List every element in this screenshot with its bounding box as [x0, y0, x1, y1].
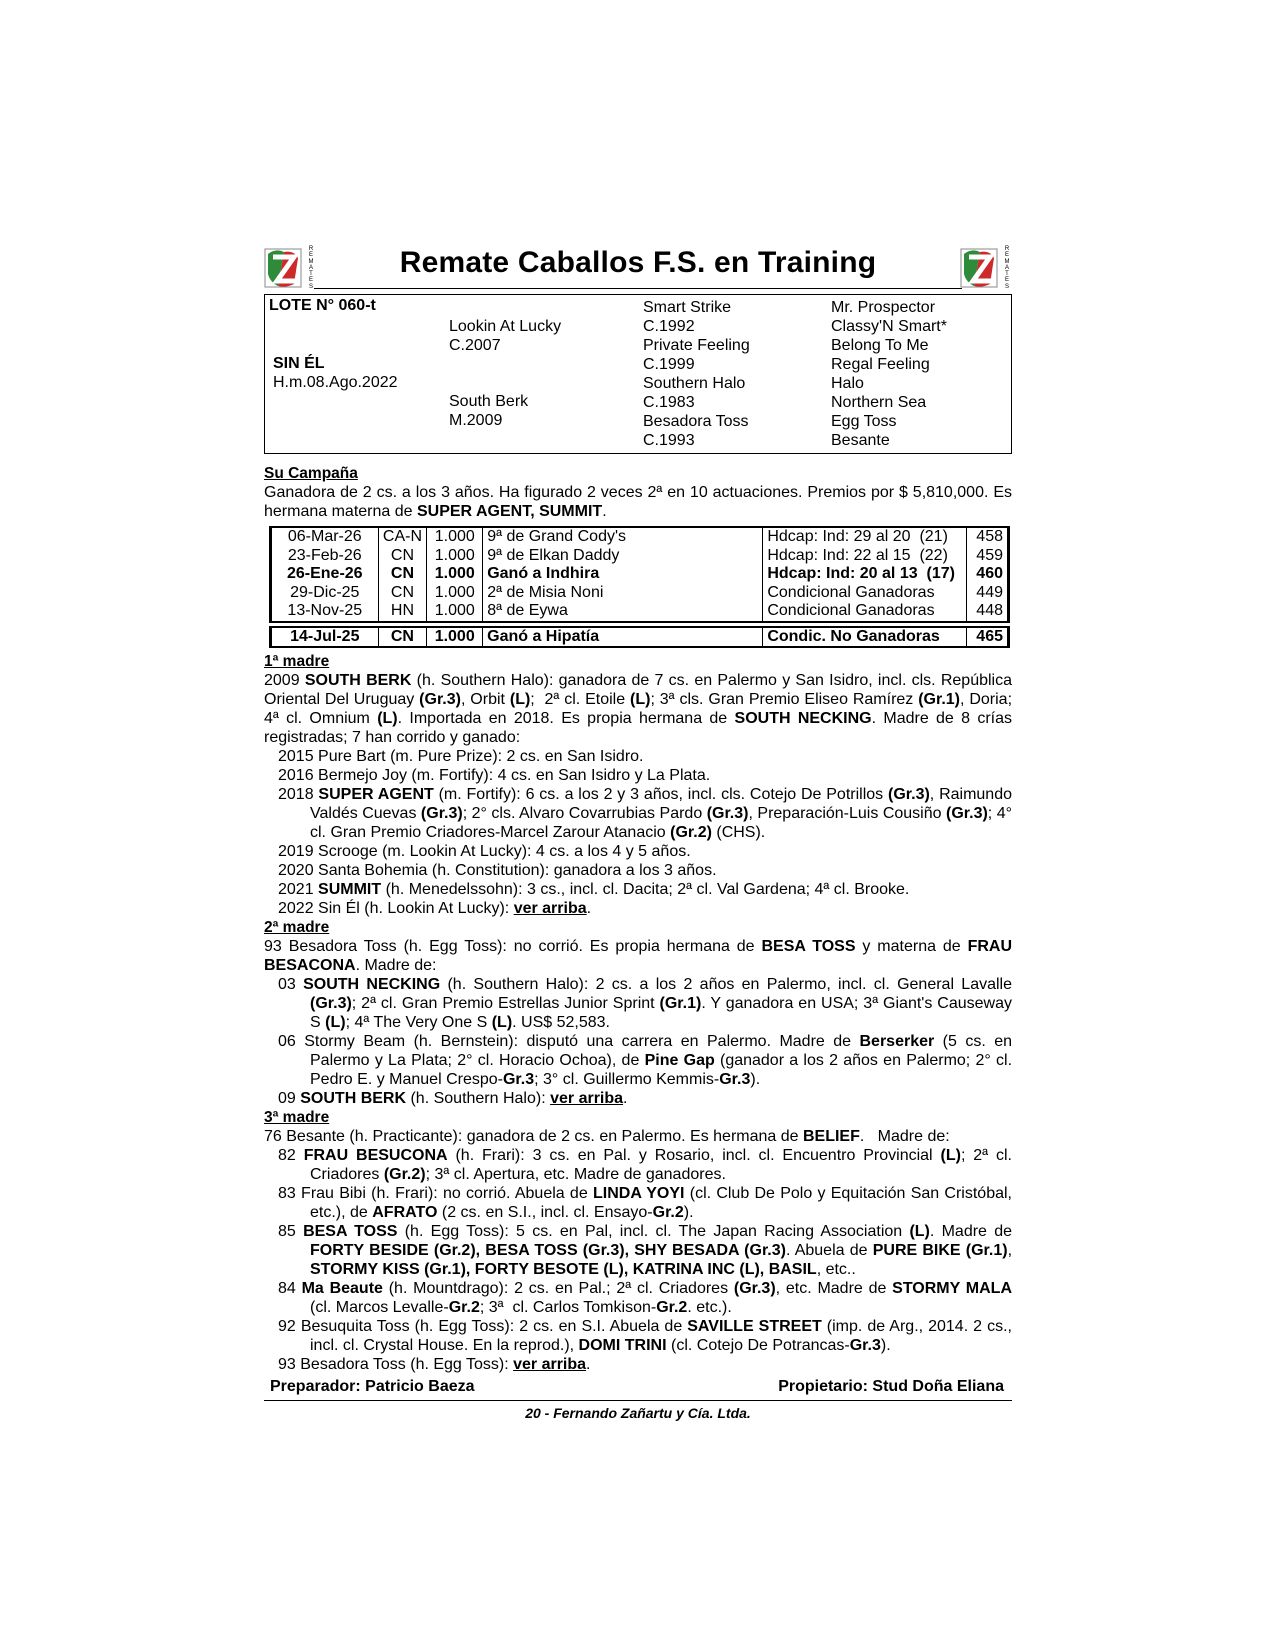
offspring-entry: 93 Besadora Toss (h. Egg Toss): ver arriba.	[278, 1356, 591, 1373]
preparador: Preparador: Patricio Baeza	[270, 1378, 475, 1395]
race-condition: Condic. No Ganadoras	[763, 628, 967, 647]
race-condition: Hdcap: Ind: 20 al 13 (17)	[763, 565, 967, 584]
offspring-entry: 09 SOUTH BERK (h. Southern Halo): ver arriba.	[278, 1090, 628, 1107]
race-result: Ganó a Hipatía	[483, 628, 763, 647]
gen3-entry: Halo	[831, 375, 864, 392]
race-result: 2ª de Misia Noni	[483, 584, 763, 603]
race-table-grid	[271, 528, 1008, 621]
race-number: 459	[967, 547, 1008, 566]
gen2-entry: C.1992	[643, 318, 695, 335]
logo-vertical-text: R E M A T E S	[308, 246, 314, 290]
offspring-entry: 03 SOUTH NECKING (h. Southern Halo): 2 cs. a los 2 años en Palermo, incl. cl. General Lavalle (Gr.3); 2ª cl. Gran Premio Estrellas Junior Sprint (Gr.1). Y ganadora en USA; 3ª Giant's Causeway S (L); 4ª The Very One S (L). US$ 52,583.	[278, 976, 1012, 1031]
propietario: Propietario: Stud Doña Eliana	[778, 1378, 1004, 1395]
race-date: 14-Jul-25	[272, 628, 379, 647]
madre1-section	[264, 652, 1012, 918]
offspring-entry: 85 BESA TOSS (h. Egg Toss): 5 cs. en Pal, incl. cl. The Japan Racing Association (L). Madre de FORTY BESIDE (Gr.2), BESA TOSS (Gr.3), SHY BESADA (Gr.3). Abuela de PURE BIKE (Gr.1), STORMY KISS (Gr.1), FORTY BESOTE (L), KATRINA INC (L), BASIL, etc..	[278, 1223, 1013, 1278]
race-table-last-grid	[271, 628, 1008, 647]
race-result: 9ª de Elkan Daddy	[483, 547, 763, 566]
gen3-entry: Classy'N Smart*	[831, 318, 947, 335]
madre2-offspring-list	[264, 975, 1012, 1108]
horse-info: H.m.08.Ago.2022	[273, 374, 398, 391]
race-track: CN	[378, 547, 427, 566]
race-distance: 1.000	[427, 584, 483, 603]
offspring-entry: 82 FRAU BESUCONA (h. Frari): 3 cs. en Pal. y Rosario, incl. cl. Encuentro Provincial (L); 2ª cl. Criadores (Gr.2); 3ª cl. Apertura, etc. Madre de ganadores.	[278, 1147, 1012, 1183]
gen2-entry: C.1993	[643, 432, 695, 449]
campaign-summary	[264, 483, 1012, 521]
campaign-section	[264, 464, 1012, 648]
offspring-entry: 2020 Santa Bohemia (h. Constitution): ganadora a los 3 años.	[278, 862, 717, 879]
race-distance: 1.000	[427, 628, 483, 647]
campaign-heading: Su Campaña	[264, 465, 358, 482]
race-date: 29-Dic-25	[272, 584, 379, 603]
logo-vertical-text: R E M A T E S	[1004, 246, 1010, 290]
race-distance: 1.000	[427, 528, 483, 547]
offspring-entry: 06 Stormy Beam (h. Bernstein): disputó una carrera en Palermo. Madre de Berserker (5 cs. en Palermo y La Plata; 2° cl. Horacio Ochoa), de Pine Gap (ganador a los 2 años en Palermo; 2° cl. Pedro E. y Manuel Crespo-Gr.3; 3° cl. Guillermo Kemmis-Gr.3).	[278, 1033, 1013, 1088]
remates-logo-right	[960, 246, 1012, 290]
race-row	[272, 528, 1008, 547]
race-row	[272, 628, 1008, 647]
race-track: CN	[378, 628, 427, 647]
sire-info: C.2007	[449, 337, 501, 354]
offspring-entry: 2021 SUMMIT (h. Menedelssohn): 3 cs., incl. cl. Dacita; 2ª cl. Val Gardena; 4ª cl. Brooke.	[278, 881, 910, 898]
logo-emblem	[960, 246, 998, 290]
madre1-heading: 1ª madre	[264, 653, 330, 670]
gen3-entry: Egg Toss	[831, 413, 897, 430]
offspring-entry: 84 Ma Beaute (h. Mountdrago): 2 cs. en Pal.; 2ª cl. Criadores (Gr.3), etc. Madre de STORMY MALA (cl. Marcos Levalle-Gr.2; 3ª cl. Carlos Tomkison-Gr.2. etc.).	[278, 1280, 1012, 1316]
race-table-last	[269, 626, 1010, 649]
gen2-entry: C.1983	[643, 394, 695, 411]
footer-rule	[264, 1400, 1012, 1401]
race-number: 449	[967, 584, 1008, 603]
offspring-entry: 2015 Pure Bart (m. Pure Prize): 2 cs. en San Isidro.	[278, 748, 644, 765]
offspring-entry: 92 Besuquita Toss (h. Egg Toss): 2 cs. en S.I. Abuela de SAVILLE STREET (imp. de Arg., 2014. 2 cs., incl. cl. Crystal House. En la reprod.), DOMI TRINI (cl. Cotejo De Potrancas-Gr.3).	[278, 1318, 1012, 1354]
race-number: 458	[967, 528, 1008, 547]
campaign-siblings: SUPER AGENT, SUMMIT	[416, 503, 603, 520]
sire-name: Lookin At Lucky	[449, 318, 562, 335]
catalog-page	[264, 244, 1012, 1421]
gen3-entry: Northern Sea	[831, 394, 927, 411]
race-date: 23-Feb-26	[272, 547, 379, 566]
title-underline	[314, 288, 962, 289]
page-title: Remate Caballos F.S. en Training	[399, 246, 877, 279]
gen3-entry: Mr. Prospector	[831, 299, 936, 316]
race-number: 460	[967, 565, 1008, 584]
race-row	[272, 565, 1008, 584]
madre1-offspring-list	[264, 747, 1012, 918]
remates-logo-left	[264, 246, 316, 290]
race-result: 8ª de Eywa	[483, 602, 763, 621]
race-track: CN	[378, 584, 427, 603]
race-distance: 1.000	[427, 547, 483, 566]
gen3-entry: Belong To Me	[831, 337, 929, 354]
lote-number: LOTE N° 060-t	[269, 297, 376, 314]
race-condition: Condicional Ganadoras	[763, 602, 967, 621]
race-condition: Hdcap: Ind: 29 al 20 (21)	[763, 528, 967, 547]
campaign-text: Ganadora de 2 cs. a los 3 años. Ha figurado 2 veces 2ª en 10 actuaciones. Premios por $ 5,810,000. Es hermana materna de	[264, 484, 1012, 520]
race-date: 26-Ene-26	[272, 565, 379, 584]
footer-credits	[264, 1374, 1012, 1396]
race-track: CN	[378, 565, 427, 584]
gen2-entry: Smart Strike	[643, 299, 732, 316]
race-condition: Condicional Ganadoras	[763, 584, 967, 603]
horse-name: SIN ÉL	[273, 355, 325, 372]
race-track: CA-N	[378, 528, 427, 547]
gen3-entry: Besante	[831, 432, 890, 449]
offspring-entry: 83 Frau Bibi (h. Frari): no corrió. Abuela de LINDA YOYI (cl. Club De Polo y Equitación San Cristóbal, etc.), de AFRATO (2 cs. en S.I., incl. cl. Ensayo-Gr.2).	[278, 1185, 1012, 1221]
gen2-entry: Southern Halo	[643, 375, 746, 392]
race-number: 448	[967, 602, 1008, 621]
offspring-entry: 2016 Bermejo Joy (m. Fortify): 4 cs. en San Isidro y La Plata.	[278, 767, 711, 784]
madre3-section	[264, 1108, 1012, 1374]
race-table	[269, 526, 1010, 623]
gen2-entry: Private Feeling	[643, 337, 750, 354]
madre3-heading: 3ª madre	[264, 1109, 330, 1126]
dam-info: M.2009	[449, 412, 503, 429]
madre2-heading: 2ª madre	[264, 919, 330, 936]
race-result: 9ª de Grand Cody's	[483, 528, 763, 547]
pedigree-box	[264, 294, 1012, 454]
gen2-entry: C.1999	[643, 356, 695, 373]
offspring-entry: 2022 Sin Él (h. Lookin At Lucky): ver arriba.	[278, 900, 592, 917]
offspring-entry: 2019 Scrooge (m. Lookin At Lucky): 4 cs. a los 4 y 5 años.	[278, 843, 691, 860]
madre3-intro: 76 Besante (h. Practicante): ganadora de 2 cs. en Palermo. Es hermana de BELIEF. Madre de:	[264, 1128, 950, 1145]
madre2-section	[264, 918, 1012, 1108]
race-number: 465	[967, 628, 1008, 647]
race-result: Ganó a Indhira	[483, 565, 763, 584]
page-footer: 20 - Fernando Zañartu y Cía. Ltda.	[525, 1405, 751, 1421]
offspring-entry: 2018 SUPER AGENT (m. Fortify): 6 cs. a los 2 y 3 años, incl. cls. Cotejo De Potrillos (Gr.3), Raimundo Valdés Cuevas (Gr.3); 2° cls. Alvaro Covarrubias Pardo (Gr.3), Preparación-Luis Cousiño (Gr.3); 4° cl. Gran Premio Criadores-Marcel Zarour Atanacio (Gr.2) (CHS).	[278, 786, 1013, 841]
madre1-intro: 2009 SOUTH BERK (h. Southern Halo): ganadora de 7 cs. en Palermo y San Isidro, incl. cls. República Oriental Del Uruguay (Gr.3), Orbit (L); 2ª cl. Etoile (L); 3ª cls. Gran Premio Eliseo Ramírez (Gr.1), Doria; 4ª cl. Omnium (L). Importada en 2018. Es propia hermana de SOUTH NECKING. Madre de 8 crías registradas; 7 han corrido y ganado:	[264, 672, 1013, 746]
race-row	[272, 547, 1008, 566]
madre2-intro: 93 Besadora Toss (h. Egg Toss): no corrió. Es propia hermana de BESA TOSS y materna de FRAU BESACONA. Madre de:	[264, 938, 1013, 974]
race-date: 13-Nov-25	[272, 602, 379, 621]
race-distance: 1.000	[427, 602, 483, 621]
logo-emblem	[264, 246, 302, 290]
race-distance: 1.000	[427, 565, 483, 584]
gen2-entry: Besadora Toss	[643, 413, 749, 430]
race-row	[272, 584, 1008, 603]
race-track: HN	[378, 602, 427, 621]
dam-name: South Berk	[449, 393, 529, 410]
page-header	[264, 244, 1012, 294]
race-row	[272, 602, 1008, 621]
gen3-entry: Regal Feeling	[831, 356, 930, 373]
race-date: 06-Mar-26	[272, 528, 379, 547]
campaign-text-end: .	[602, 503, 607, 520]
race-condition: Hdcap: Ind: 22 al 15 (22)	[763, 547, 967, 566]
madre3-offspring-list	[264, 1146, 1012, 1374]
